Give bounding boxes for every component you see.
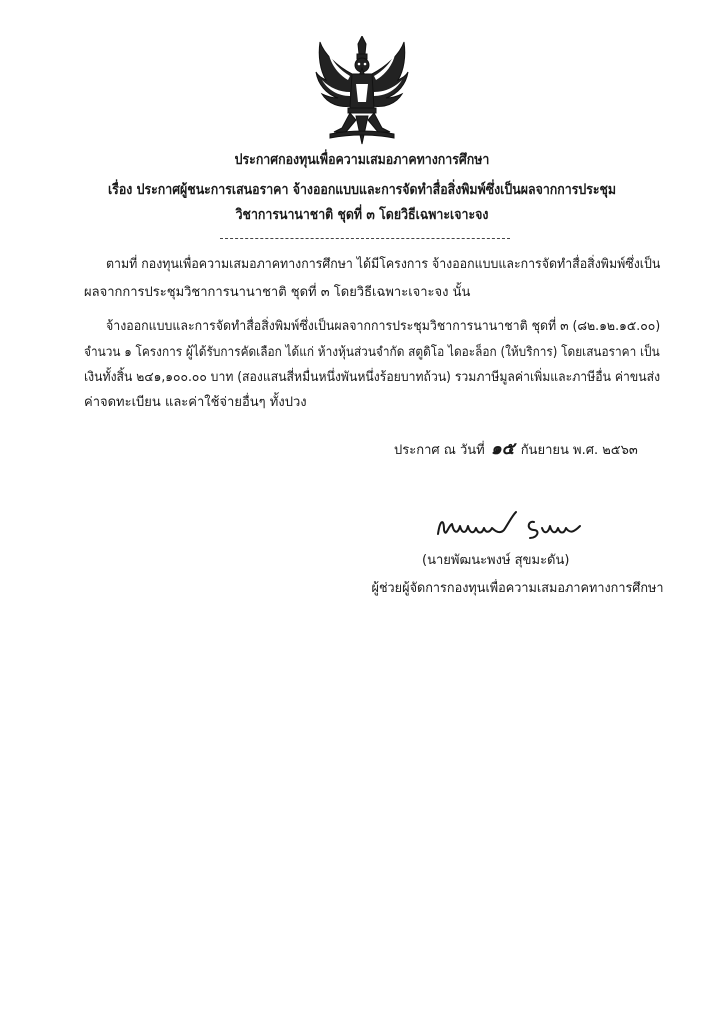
garuda-emblem-icon	[312, 36, 412, 146]
signer-title: ผู้ช่วยผู้จัดการกองทุนเพื่อความเสมอภาคทางการศึกษา	[371, 581, 664, 596]
date-suffix: กันยายน พ.ศ. ๒๕๖๓	[520, 443, 638, 458]
announcement-heading: ประกาศกองทุนเพื่อความเสมอภาคทางการศึกษา	[234, 152, 490, 168]
body-paragraph-2-line-4: ค่าจดทะเบียน และค่าใช้จ่ายอื่นๆ ทั้งปวง	[84, 395, 307, 410]
handwritten-signature	[434, 508, 594, 548]
subject-line-continued: วิชาการนานาชาติ ชุดที่ ๓ โดยวิธีเฉพาะเจาะจง	[235, 207, 489, 223]
body-paragraph-1-line-2: ผลจากการประชุมวิชาการนานาชาติ ชุดที่ ๓ โดยวิธีเฉพาะเจาะจง นั้น	[84, 285, 471, 300]
body-paragraph-2-line-2: จำนวน ๑ โครงการ ผู้ได้รับการคัดเลือก ได้แก่ ห้างหุ้นส่วนจำกัด สตูดิโอ ไดอะล็อก (ให้บริการ) โดยเสนอราคา เป็น	[84, 345, 660, 360]
signer-name: (นายพัฒนะพงษ์ สุขมะดัน)	[422, 553, 570, 568]
body-paragraph-2-line-1: จ้างออกแบบและการจัดทำสื่อสิ่งพิมพ์ซึ่งเป็นผลจากการประชุมวิชาการนานาชาติ ชุดที่ ๓ (๘๒.๑๒.๑๕.๐๐)	[106, 319, 661, 334]
body-paragraph-1-line-1: ตามที่ กองทุนเพื่อความเสมอภาคทางการศึกษา ได้มีโครงการ จ้างออกแบบและการจัดทำสื่อสิ่งพิมพ์ซึ่งเป็น	[106, 257, 661, 272]
announcement-date	[394, 440, 638, 460]
date-day: ๑๕	[490, 439, 515, 459]
subject-line: เรื่อง ประกาศผู้ชนะการเสนอราคา จ้างออกแบบและการจัดทำสื่อสิ่งพิมพ์ซึ่งเป็นผลจากการประชุม	[107, 182, 617, 198]
body-paragraph-2-line-3: เงินทั้งสิ้น ๒๔๑,๑๐๐.๐๐ บาท (สองแสนสี่หมื่นหนึ่งพันหนึ่งร้อยบาทถ้วน) รวมภาษีมูลค่าเพิ่มและภาษีอื่น ค่าขนส่ง	[84, 370, 661, 385]
dashed-divider	[220, 238, 510, 239]
date-prefix: ประกาศ ณ วันที่	[394, 443, 485, 458]
